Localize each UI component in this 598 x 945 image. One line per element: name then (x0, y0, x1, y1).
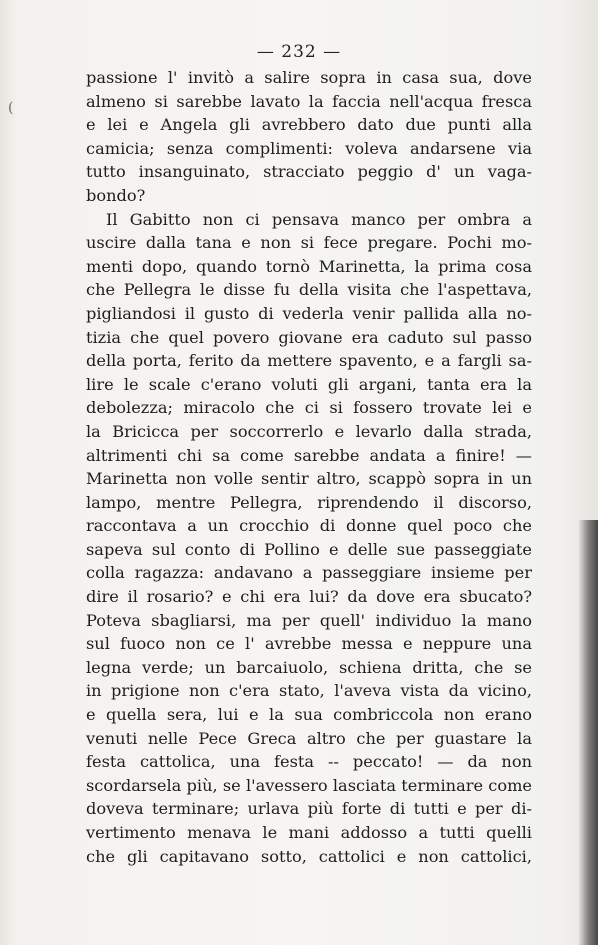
text-line: sul fuoco non ce l' avrebbe messa e neppure una (86, 634, 532, 654)
text-line: camicia; senza complimenti: voleva andarsene via (86, 138, 532, 158)
text-line: menti dopo, quando tornò Marinetta, la prima cosa (86, 256, 532, 276)
text-line: altrimenti chi sa come sarebbe andata a finire! — (86, 445, 532, 465)
text-line: legna verde; un barcaiuolo, schiena dritta, che se (86, 657, 532, 677)
text-line: tutto insanguinato, stracciato peggio d' un vaga- (86, 162, 532, 182)
text-line: che Pellegra le disse fu della visita che l'aspettava, (86, 280, 532, 300)
text-line: che gli capitavano sotto, cattolici e non cattolici, (86, 846, 532, 866)
text-line: dire il rosario? e chi era lui? da dove era sbucato? (86, 587, 532, 607)
text-line: lire le scale c'erano voluti gli argani, tanta era la (86, 374, 532, 394)
page-number: — 232 — (256, 42, 342, 62)
text-line: uscire dalla tana e non si fece pregare. Pochi mo- (86, 233, 532, 253)
text-line: almeno si sarebbe lavato la faccia nell'acqua fresca (86, 91, 532, 111)
text-line: lampo, mentre Pellegra, riprendendo il discorso, (86, 492, 532, 512)
text-line: scordarsela più, se l'avessero lasciata terminare come (86, 775, 532, 795)
body-text (86, 66, 532, 868)
text-line: e lei e Angela gli avrebbero dato due punti alla (86, 115, 532, 135)
text-line: della porta, ferito da mettere spavento, e a fargli sa- (86, 351, 532, 371)
text-line: pigliandosi il gusto di vederla venir pallida alla no- (86, 303, 532, 323)
margin-mark: ( (8, 100, 14, 116)
text-line: vertimento menava le mani addosso a tutti quelli (86, 823, 532, 842)
text-line: doveva terminare; urlava più forte di tutti e per di- (86, 799, 532, 819)
text-line: sapeva sul conto di Pollino e delle sue passeggiate (86, 539, 532, 559)
text-line: festa cattolica, una festa -- peccato! — da non (86, 752, 532, 772)
text-line: colla ragazza: andavano a passeggiare insieme per (86, 563, 532, 583)
page-edge-shadow (578, 520, 598, 945)
text-line: e quella sera, lui e la sua combriccola non erano (86, 705, 532, 725)
text-line: in prigione non c'era stato, l'aveva vista da vicino, (86, 681, 532, 701)
text-line: venuti nelle Pece Greca altro che per guastare la (86, 728, 532, 748)
text-line: bondo? (86, 185, 146, 205)
text-line: passione l' invitò a salire sopra in casa sua, dove (86, 68, 532, 87)
text-line: tizia che quel povero giovane era caduto sul passo (86, 327, 532, 347)
text-line: debolezza; miracolo che ci si fossero trovate lei e (86, 398, 532, 418)
text-line: Marinetta non volle sentir altro, scappò sopra in un (86, 469, 532, 489)
text-line: Poteva sbagliarsi, ma per quell' individuo la mano (86, 610, 532, 630)
text-line: la Bricicca per soccorrerlo e levarlo dalla strada, (86, 421, 532, 441)
text-line: Il Gabitto non ci pensava manco per ombra a (106, 209, 532, 229)
text-line: raccontava a un crocchio di donne quel poco che (86, 516, 532, 536)
